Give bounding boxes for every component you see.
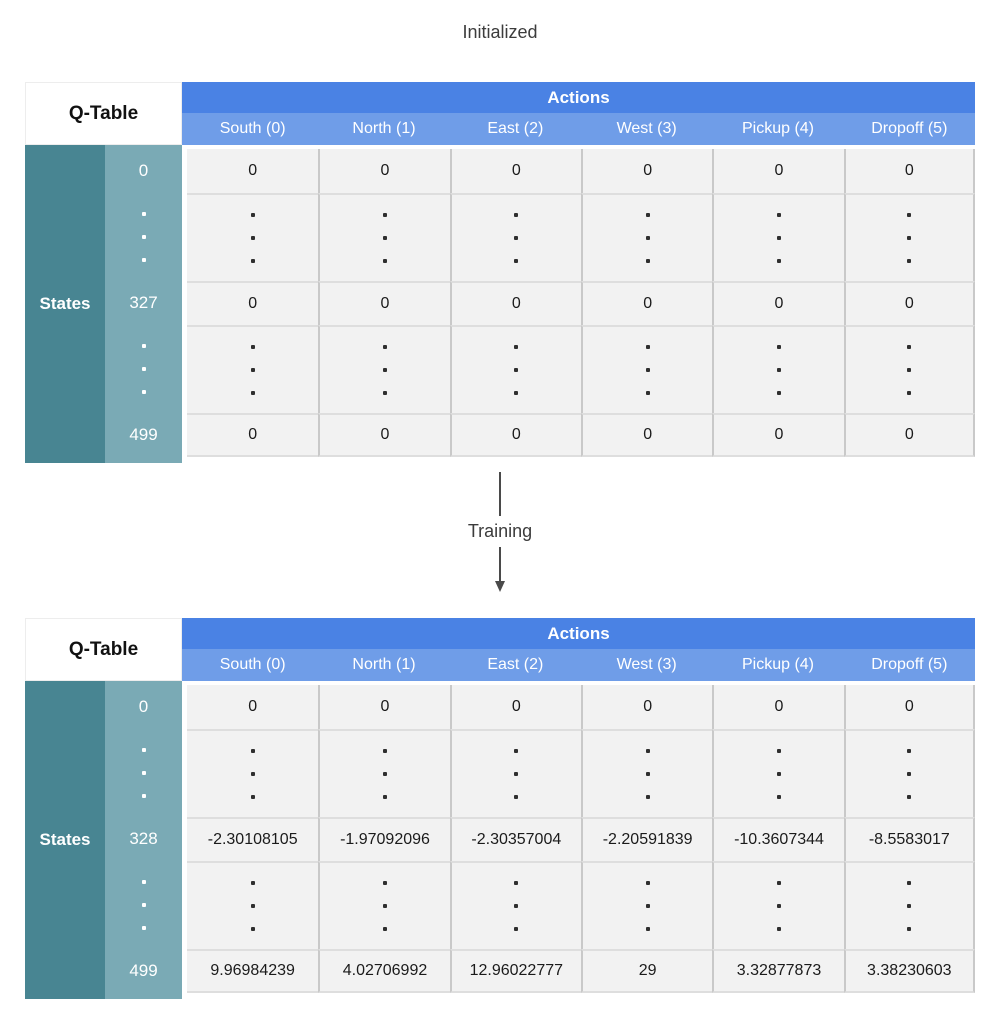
ellipsis-dots	[514, 213, 518, 263]
ellipsis-dots	[383, 345, 387, 395]
ellipsis-dots	[383, 749, 387, 799]
dot	[907, 368, 911, 372]
dot	[251, 213, 255, 217]
q-value-cell: 0	[318, 149, 449, 193]
dot	[514, 391, 518, 395]
q-value-cell: 9.96984239	[187, 949, 318, 993]
ellipsis-dots	[646, 881, 650, 931]
ellipsis-cell	[318, 325, 449, 413]
q-value-cell: -8.5583017	[844, 817, 975, 861]
dot	[646, 259, 650, 263]
q-value-cell: 3.32877873	[712, 949, 843, 993]
qtable-corner-label: Q-Table	[25, 82, 182, 145]
state-index-label: 499	[105, 949, 182, 993]
ellipsis-cell	[450, 729, 581, 817]
ellipsis-cell	[844, 861, 975, 949]
ellipsis-dots	[251, 213, 255, 263]
dot	[251, 749, 255, 753]
q-value-cell: 0	[844, 685, 975, 729]
q-value-cell: 29	[581, 949, 712, 993]
q-value-cell: 0	[712, 685, 843, 729]
dot	[383, 345, 387, 349]
ellipsis-dots	[646, 749, 650, 799]
dot	[142, 235, 146, 239]
ellipsis-cell	[844, 193, 975, 281]
q-value-cell: -10.3607344	[712, 817, 843, 861]
dot	[383, 236, 387, 240]
column-header-dropoff: Dropoff (5)	[844, 649, 975, 681]
q-value-cell: 0	[450, 685, 581, 729]
dot	[777, 259, 781, 263]
dot	[251, 795, 255, 799]
ellipsis-dots	[646, 345, 650, 395]
state-index-label: 0	[105, 685, 182, 729]
states-group-label: States	[25, 681, 105, 999]
ellipsis-cell	[187, 325, 318, 413]
q-value-cell: 12.96022777	[450, 949, 581, 993]
ellipsis-dots	[251, 345, 255, 395]
ellipsis-dots	[251, 881, 255, 931]
q-value-cell: 0	[318, 413, 449, 457]
state-index-label	[105, 193, 182, 281]
dot	[383, 368, 387, 372]
q-value-cell: 0	[187, 685, 318, 729]
page-title: Initialized	[462, 22, 538, 42]
dot	[142, 344, 146, 348]
column-header-dropoff: Dropoff (5)	[844, 113, 975, 145]
dot	[907, 772, 911, 776]
states-group-label: States	[25, 145, 105, 463]
dot	[646, 368, 650, 372]
ellipsis-cell	[187, 729, 318, 817]
dot	[907, 795, 911, 799]
dot	[383, 749, 387, 753]
qtable-initialized	[25, 82, 975, 463]
dot	[646, 795, 650, 799]
ellipsis-dots	[142, 748, 146, 798]
state-index-label	[105, 861, 182, 949]
dot	[646, 213, 650, 217]
ellipsis-cell	[844, 729, 975, 817]
training-arrow-label: Training	[467, 521, 533, 541]
dot	[777, 368, 781, 372]
q-value-cell: 0	[318, 685, 449, 729]
dot	[142, 212, 146, 216]
q-value-cell: 0	[712, 413, 843, 457]
q-value-cell: -1.97092096	[318, 817, 449, 861]
dot	[251, 368, 255, 372]
dot	[646, 904, 650, 908]
training-arrow	[0, 472, 1000, 592]
dot	[907, 881, 911, 885]
state-index-label: 499	[105, 413, 182, 457]
dot	[514, 772, 518, 776]
column-header-north: North (1)	[318, 649, 449, 681]
qtable-trained	[25, 618, 975, 999]
ellipsis-dots	[907, 345, 911, 395]
q-value-cell: 3.38230603	[844, 949, 975, 993]
dot	[514, 368, 518, 372]
actions-group-header: Actions	[182, 618, 975, 649]
ellipsis-dots	[907, 213, 911, 263]
dot	[514, 259, 518, 263]
ellipsis-cell	[318, 861, 449, 949]
ellipsis-dots	[646, 213, 650, 263]
arrow-line-bottom	[499, 547, 501, 581]
dot	[646, 881, 650, 885]
column-header-pickup: Pickup (4)	[712, 113, 843, 145]
ellipsis-cell	[450, 325, 581, 413]
q-value-cell: 0	[581, 281, 712, 325]
dot	[383, 391, 387, 395]
dot	[646, 236, 650, 240]
ellipsis-dots	[907, 749, 911, 799]
dot	[383, 213, 387, 217]
dot	[777, 236, 781, 240]
arrow-head-icon	[495, 581, 505, 592]
ellipsis-dots	[907, 881, 911, 931]
q-value-cell: 0	[712, 149, 843, 193]
ellipsis-cell	[318, 193, 449, 281]
dot	[383, 927, 387, 931]
ellipsis-dots	[142, 344, 146, 394]
column-header-south: South (0)	[187, 649, 318, 681]
column-header-east: East (2)	[450, 113, 581, 145]
ellipsis-cell	[712, 193, 843, 281]
state-index-label: 0	[105, 149, 182, 193]
ellipsis-dots	[383, 881, 387, 931]
q-value-cell: 0	[581, 413, 712, 457]
ellipsis-cell	[450, 861, 581, 949]
q-value-cell: -2.30357004	[450, 817, 581, 861]
dot	[907, 904, 911, 908]
q-value-cell: 0	[844, 281, 975, 325]
dot	[777, 213, 781, 217]
dot	[777, 391, 781, 395]
dot	[777, 749, 781, 753]
ellipsis-cell	[581, 729, 712, 817]
arrow-line-top	[499, 472, 501, 516]
dot	[646, 345, 650, 349]
ellipsis-cell	[318, 729, 449, 817]
dot	[514, 749, 518, 753]
column-header-east: East (2)	[450, 649, 581, 681]
dot	[514, 236, 518, 240]
state-index-filler	[105, 457, 182, 463]
dot	[383, 904, 387, 908]
actions-group-header: Actions	[182, 82, 975, 113]
state-index-label: 328	[105, 817, 182, 861]
dot	[777, 795, 781, 799]
dot	[383, 795, 387, 799]
ellipsis-dots	[777, 213, 781, 263]
dot	[251, 259, 255, 263]
state-index-label	[105, 325, 182, 413]
ellipsis-dots	[777, 881, 781, 931]
dot	[777, 345, 781, 349]
dot	[251, 236, 255, 240]
dot	[907, 749, 911, 753]
ellipsis-cell	[712, 325, 843, 413]
ellipsis-cell	[581, 325, 712, 413]
ellipsis-dots	[142, 212, 146, 262]
q-value-cell: 4.02706992	[318, 949, 449, 993]
dot	[514, 904, 518, 908]
dot	[907, 259, 911, 263]
ellipsis-dots	[514, 345, 518, 395]
state-index-label	[105, 729, 182, 817]
q-value-cell: 0	[844, 413, 975, 457]
dot	[142, 367, 146, 371]
dot	[907, 391, 911, 395]
dot	[777, 927, 781, 931]
dot	[383, 881, 387, 885]
dot	[907, 236, 911, 240]
ellipsis-dots	[142, 880, 146, 930]
q-value-cell: 0	[450, 281, 581, 325]
q-value-cell: 0	[844, 149, 975, 193]
ellipsis-cell	[844, 325, 975, 413]
dot	[646, 927, 650, 931]
dot	[251, 391, 255, 395]
q-value-cell: 0	[318, 281, 449, 325]
dot	[646, 772, 650, 776]
q-value-cell: 0	[187, 413, 318, 457]
column-header-west: West (3)	[581, 113, 712, 145]
dot	[777, 772, 781, 776]
dot	[514, 795, 518, 799]
dot	[646, 749, 650, 753]
q-value-cell: -2.20591839	[581, 817, 712, 861]
dot	[514, 345, 518, 349]
column-header-north: North (1)	[318, 113, 449, 145]
q-value-cell: -2.30108105	[187, 817, 318, 861]
q-value-cell: 0	[450, 413, 581, 457]
ellipsis-dots	[514, 881, 518, 931]
dot	[514, 213, 518, 217]
q-value-cell: 0	[450, 149, 581, 193]
column-header-west: West (3)	[581, 649, 712, 681]
dot	[142, 258, 146, 262]
q-value-cell: 0	[581, 149, 712, 193]
dot	[777, 881, 781, 885]
dot	[142, 390, 146, 394]
dot	[142, 903, 146, 907]
dot	[251, 345, 255, 349]
dot	[251, 772, 255, 776]
ellipsis-cell	[712, 729, 843, 817]
dot	[907, 345, 911, 349]
dot	[646, 391, 650, 395]
q-value-cell: 0	[187, 149, 318, 193]
dot	[383, 772, 387, 776]
ellipsis-cell	[187, 193, 318, 281]
q-value-cell: 0	[581, 685, 712, 729]
ellipsis-dots	[383, 213, 387, 263]
ellipsis-cell	[450, 193, 581, 281]
dot	[514, 881, 518, 885]
dot	[142, 880, 146, 884]
dot	[142, 794, 146, 798]
dot	[907, 213, 911, 217]
dot	[907, 927, 911, 931]
state-index-label: 327	[105, 281, 182, 325]
q-value-cell: 0	[712, 281, 843, 325]
dot	[514, 927, 518, 931]
state-index-filler	[105, 993, 182, 999]
q-value-cell: 0	[187, 281, 318, 325]
ellipsis-cell	[581, 193, 712, 281]
dot	[251, 904, 255, 908]
dot	[777, 904, 781, 908]
ellipsis-cell	[187, 861, 318, 949]
column-header-pickup: Pickup (4)	[712, 649, 843, 681]
dot	[142, 771, 146, 775]
dot	[251, 881, 255, 885]
dot	[142, 748, 146, 752]
ellipsis-dots	[777, 749, 781, 799]
qtable-corner-label: Q-Table	[25, 618, 182, 681]
ellipsis-dots	[514, 749, 518, 799]
dot	[383, 259, 387, 263]
ellipsis-dots	[251, 749, 255, 799]
column-header-south: South (0)	[187, 113, 318, 145]
dot	[251, 927, 255, 931]
ellipsis-dots	[777, 345, 781, 395]
dot	[142, 926, 146, 930]
ellipsis-cell	[712, 861, 843, 949]
ellipsis-cell	[581, 861, 712, 949]
